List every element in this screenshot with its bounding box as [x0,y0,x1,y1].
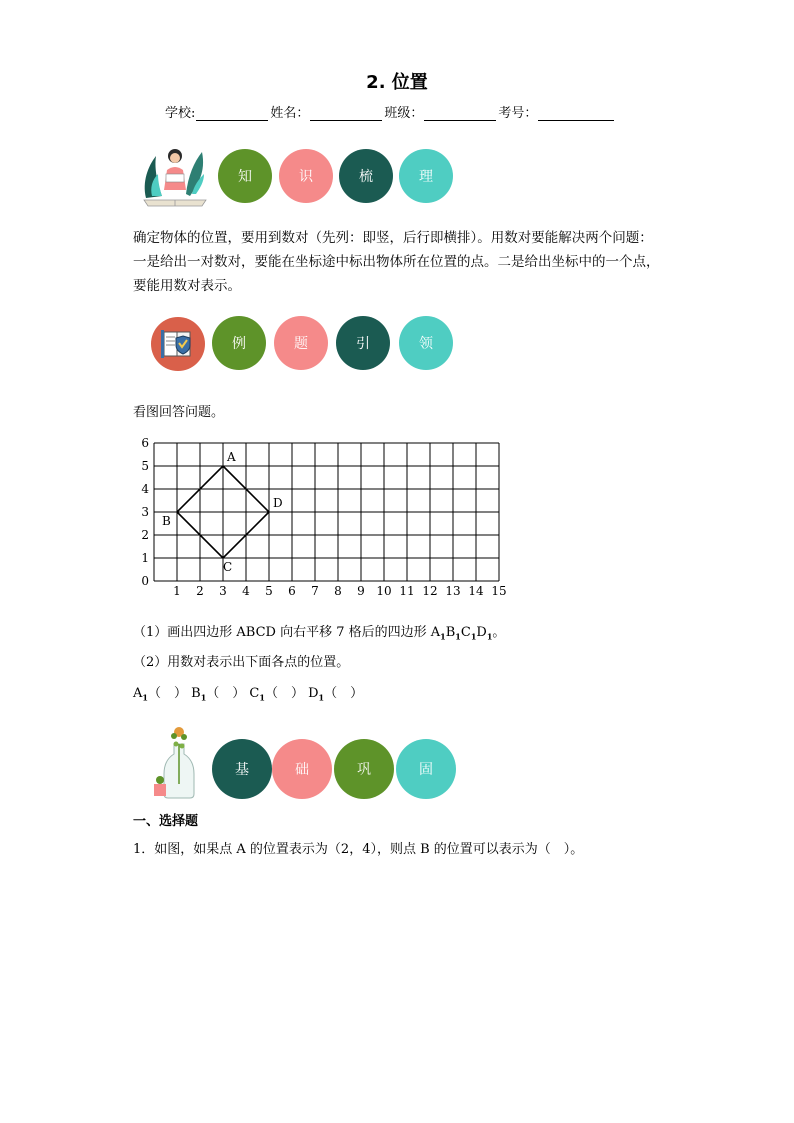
b1-answer-sub: 1 [200,692,207,703]
point-label-c: C [223,560,233,574]
knowledge-line-1: 确定物体的位置，要用到数对（先列：即竖，后行即横排）。用数对要能解决两个问题： [133,230,653,246]
d1-answer-slot[interactable]: （ ） [324,686,364,701]
y-tick-label: 0 [141,574,149,588]
b1-sub: 1 [455,631,461,642]
book-shield-icon [150,316,206,372]
name-label: 姓名： [270,106,310,121]
x-tick-label: 14 [468,584,484,598]
point-label-d: D [273,496,283,510]
x-tick-label: 8 [334,584,342,598]
knowledge-line-3: 要能用数对表示。 [133,278,241,294]
girl-reading-icon [140,144,210,208]
question-2: （2）用数对表示出下面各点的位置。 [133,655,350,670]
answer-row [133,682,363,703]
section-circle-9: 基 [212,739,272,799]
example-prompt: 看图回答问题。 [133,405,225,420]
c1-answer-label: C [249,686,260,701]
page-title: 2. 位置 [366,72,428,93]
section-circle-5: 例 [212,316,266,370]
point-label-a: A [227,450,236,464]
section-circle-2: 识 [279,149,333,203]
x-tick-label: 6 [288,584,296,598]
c1-label: C [460,625,471,640]
x-tick-label: 11 [399,584,415,598]
y-tick-label: 5 [141,459,149,473]
a1-label: A [133,686,143,701]
b1-answer-slot[interactable]: （ ） [206,686,246,701]
x-tick-label: 9 [357,584,365,598]
x-tick-label: 15 [491,584,507,598]
b1-label: B [445,625,456,640]
class-field[interactable] [424,106,496,121]
d1-answer-label: D [308,686,319,701]
section-circle-1: 知 [218,149,272,203]
x-tick-label: 10 [376,584,392,598]
question-1 [133,621,505,642]
school-field[interactable] [196,106,268,121]
x-tick-label: 7 [311,584,319,598]
coordinate-grid [130,436,510,600]
plant-bottle-icon [150,724,206,800]
exercise-heading: 一、选择题 [133,814,199,829]
d1-label: D [476,625,487,640]
class-label: 班级： [384,106,424,121]
d1-answer-sub: 1 [318,692,325,703]
a1-answer-sub: 1 [142,692,148,703]
b1-answer-label: B [191,686,201,701]
y-tick-label: 6 [141,436,149,450]
name-field[interactable] [310,106,382,121]
grid-labels [141,436,506,598]
y-tick-label: 3 [141,505,149,519]
knowledge-text [133,226,693,298]
a1-answer-slot[interactable]: （ ） [147,686,187,701]
section-circle-8: 领 [399,316,453,370]
d1-sub: 1 [486,631,493,642]
section-circle-12: 固 [396,739,456,799]
section-circle-10: 础 [272,739,332,799]
school-label: 学校: [165,106,196,121]
section-circle-4: 理 [399,149,453,203]
section-circle-11: 巩 [334,739,394,799]
x-tick-label: 2 [196,584,204,598]
question-1-text: （1）画出四边形 ABCD 向右平移 7 格后的四边形 A [133,625,441,640]
knowledge-line-2: 一是给出一对数对，要能在坐标途中标出物体所在位置的点。二是给出坐标中的一个点， [133,254,660,270]
y-tick-label: 2 [141,528,149,542]
student-info-line [165,102,616,121]
c1-answer-slot[interactable]: （ ） [264,686,304,701]
x-tick-label: 12 [422,584,438,598]
section-circle-6: 题 [274,316,328,370]
section-circle-7: 引 [336,316,390,370]
exam-no-field[interactable] [538,106,614,121]
x-tick-label: 13 [445,584,461,598]
grid-lines [154,443,499,581]
x-tick-label: 3 [219,584,227,598]
x-tick-label: 5 [265,584,273,598]
x-tick-label: 1 [173,584,181,598]
exam-no-label: 考号： [498,106,538,121]
exercise-question-1: 1．如图，如果点 A 的位置表示为（2，4），则点 B 的位置可以表示为（ ）。 [133,842,584,857]
point-label-b: B [162,514,171,528]
y-tick-label: 4 [141,482,149,496]
c1-sub: 1 [470,631,477,642]
x-tick-label: 4 [242,584,250,598]
a1-sub: 1 [440,631,446,642]
c1-answer-sub: 1 [259,692,265,703]
question-1-end: 。 [492,625,506,640]
section-circle-3: 梳 [339,149,393,203]
y-tick-label: 1 [141,551,149,565]
